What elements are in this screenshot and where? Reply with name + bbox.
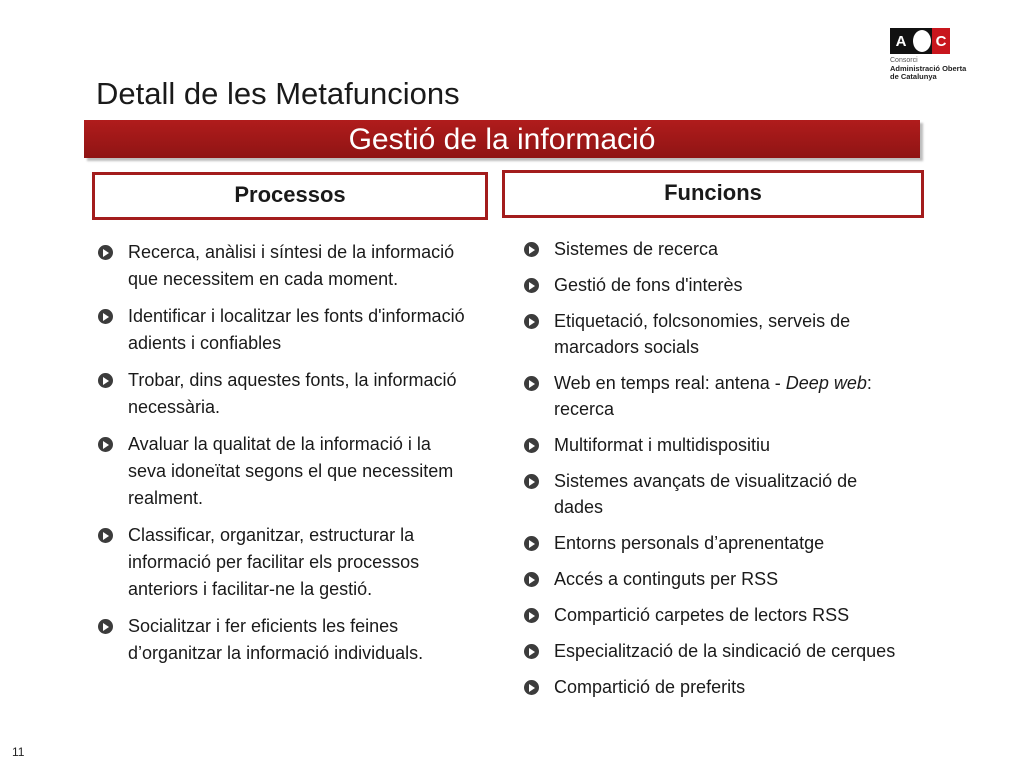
circle-arrow-bullet-icon [524, 644, 539, 659]
list-item-emphasis: Deep web [785, 373, 867, 393]
list-item [524, 370, 904, 422]
page-number: 11 [12, 745, 25, 759]
list-item [524, 308, 904, 360]
circle-arrow-bullet-icon [524, 474, 539, 489]
circle-arrow-bullet-icon [524, 608, 539, 623]
logo-text [890, 57, 1010, 81]
list-item-text: Gestió de fons d'interès [554, 275, 743, 295]
list-item-text: Accés a continguts per RSS [554, 569, 779, 589]
list-item [524, 432, 904, 458]
circle-arrow-bullet-icon [524, 376, 539, 391]
list-item [524, 530, 904, 556]
list-item [524, 468, 904, 520]
list-item-text: Multiformat i multidispositiu [554, 435, 771, 455]
logo-line-3: de Catalunya [890, 72, 937, 81]
funcions-list [524, 236, 904, 710]
list-item [524, 674, 904, 700]
circle-arrow-bullet-icon [98, 528, 113, 543]
list-item-text: Avaluar la qualitat de la informació i la seva idoneïtat segons el que necessitem realment. [128, 434, 454, 508]
list-item [98, 522, 470, 603]
logo-line-2: Administració Oberta [890, 64, 967, 73]
circle-arrow-bullet-icon [98, 373, 113, 388]
circle-arrow-bullet-icon [524, 438, 539, 453]
circle-arrow-bullet-icon [524, 680, 539, 695]
aoc-logo-mark [890, 28, 1010, 54]
circle-arrow-bullet-icon [524, 536, 539, 551]
list-item-text: Socialitzar i fer eficients les feines d’organitzar la informació individuals. [128, 616, 424, 663]
funcions-header: Funcions [502, 170, 924, 218]
circle-arrow-bullet-icon [524, 242, 539, 257]
logo-letter-a: A [890, 28, 912, 54]
circle-arrow-bullet-icon [524, 278, 539, 293]
list-item-text: Trobar, dins aquestes fonts, la informació necessària. [128, 370, 457, 417]
list-item [524, 638, 904, 664]
list-item-text: Sistemes avançats de visualització de dades [554, 471, 858, 517]
circle-arrow-bullet-icon [98, 309, 113, 324]
list-item [98, 613, 470, 667]
list-item-text: Web en temps real: antena - [554, 373, 786, 393]
circle-arrow-bullet-icon [524, 572, 539, 587]
page-title: Detall de les Metafuncions [96, 76, 460, 111]
circle-arrow-bullet-icon [98, 245, 113, 260]
list-item [98, 303, 470, 357]
section-banner: Gestió de la informació [84, 120, 920, 158]
list-item [98, 431, 470, 512]
circle-arrow-bullet-icon [524, 314, 539, 329]
list-item-text: Compartició carpetes de lectors RSS [554, 605, 850, 625]
list-item-text: Especialització de la sindicació de cerques [554, 641, 896, 661]
list-item-text: Entorns personals d’aprenentatge [554, 533, 825, 553]
list-item-text: Compartició de preferits [554, 677, 746, 697]
list-item [524, 236, 904, 262]
list-item-text-tail: : recerca [554, 373, 872, 419]
list-item-text: Sistemes de recerca [554, 239, 719, 259]
list-item [524, 602, 904, 628]
list-item-text: Classificar, organitzar, estructurar la informació per facilitar els processos anteriors i facilitar-ne la gestió. [128, 525, 420, 599]
list-item [524, 566, 904, 592]
processos-header: Processos [92, 172, 488, 220]
list-item-text: Recerca, anàlisi i síntesi de la informació que necessitem en cada moment. [128, 242, 455, 289]
logo-letter-o [912, 28, 932, 54]
logo-letter-c: C [932, 28, 950, 54]
list-item [98, 367, 470, 421]
list-item-text: Etiquetació, folcsonomies, serveis de marcadors socials [554, 311, 851, 357]
logo-line-1: Consorci [890, 57, 918, 64]
list-item-text: Identificar i localitzar les fonts d'informació adients i confiables [128, 306, 465, 353]
circle-arrow-bullet-icon [98, 437, 113, 452]
list-item [98, 239, 470, 293]
aoc-logo [890, 28, 1010, 88]
processos-list [98, 239, 470, 677]
circle-arrow-bullet-icon [98, 619, 113, 634]
list-item [524, 272, 904, 298]
